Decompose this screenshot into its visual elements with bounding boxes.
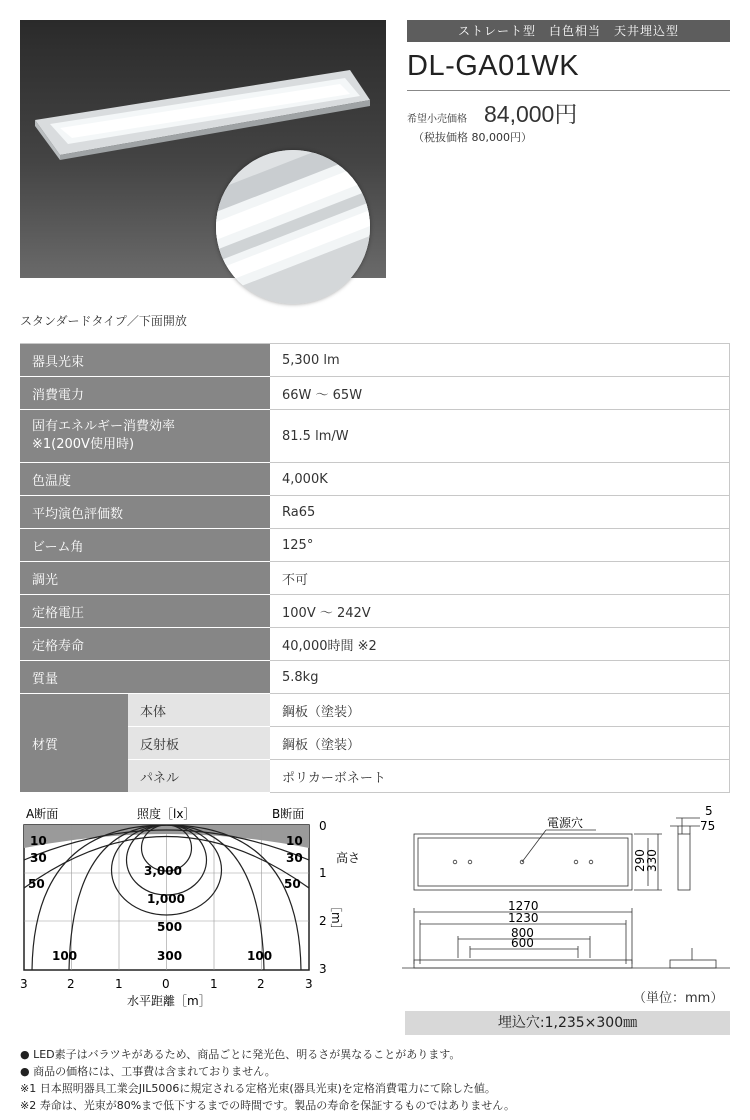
notes: [20, 1046, 515, 1114]
spec-key: ビーム角: [20, 529, 270, 562]
iso-label: 10: [30, 834, 47, 848]
spec-key-line2: ※1(200V使用時): [32, 437, 135, 452]
divider: [407, 90, 730, 91]
spec-row: [20, 529, 730, 562]
dim-330: 330: [645, 849, 659, 872]
iso-label: 30: [286, 851, 303, 865]
height-label: [336, 850, 360, 865]
spec-row: [20, 344, 730, 377]
x-tick: 2: [67, 977, 75, 991]
note-item: ● LED素子はバラツキがあるため、商品ごとに発光色、明るさが異なることがあります。: [20, 1048, 461, 1061]
spec-value: 5,300 lm: [270, 344, 730, 377]
photo-caption: スタンダードタイプ／下面開放: [20, 314, 187, 328]
spec-value: 5.8kg: [270, 661, 730, 694]
illuminance-label: 照度［lx］: [137, 807, 196, 821]
x-tick: 2: [257, 977, 265, 991]
spec-row: [20, 595, 730, 628]
spec-key: 質量: [20, 661, 270, 694]
material-value: ポリカーボネート: [270, 760, 730, 793]
iso-label: 300: [157, 949, 183, 963]
note-item: ※1 日本照明器具工業会JIL5006に規定される定格光束(器具光束)を定格消費電力にて除した値。: [20, 1082, 496, 1095]
x-tick: 1: [115, 977, 123, 991]
spec-value: 81.5 lm/W: [270, 410, 730, 463]
note-item: ※2 寿命は、光束が80%まで低下するまでの時間です。製品の寿命を保証するものではありません。: [20, 1099, 515, 1112]
tax-note: （税抜価格 80,000円）: [413, 131, 532, 144]
dim-290: 290: [633, 849, 647, 872]
dim-1230: 1230: [508, 911, 539, 925]
spec-table: [20, 343, 730, 793]
dim-75: 75: [700, 819, 716, 833]
cutout-size: 埋込穴:1,235×300㎜: [405, 1011, 730, 1035]
spec-value: 100V ～ 242V: [270, 595, 730, 628]
spec-row: [20, 628, 730, 661]
spec-key: 定格電圧: [20, 595, 270, 628]
spec-row-material: [20, 694, 730, 727]
material-part: 反射板: [128, 727, 270, 760]
iso-label: 50: [28, 877, 45, 891]
iso-label: 50: [284, 877, 301, 891]
spec-key: 色温度: [20, 463, 270, 496]
spec-row: [20, 377, 730, 410]
iso-label: 10: [286, 834, 303, 848]
x-tick: 3: [305, 977, 313, 991]
spec-row: [20, 562, 730, 595]
material-part: パネル: [128, 760, 270, 793]
spec-key: 器具光束: [20, 344, 270, 377]
height-unit: ［m］: [329, 900, 343, 936]
dimension-drawing: [400, 800, 740, 985]
iso-label: 30: [30, 851, 47, 865]
y-tick: 2: [319, 914, 327, 928]
spec-row: [20, 410, 730, 463]
price-label: 希望小売価格: [407, 114, 467, 125]
dim-800: 800: [511, 926, 534, 940]
spec-row: [20, 463, 730, 496]
spec-value: 不可: [270, 562, 730, 595]
spec-key: 定格寿命: [20, 628, 270, 661]
iso-label: 500: [157, 920, 183, 934]
note-item: ● 商品の価格には、工事費は含まれておりません。: [20, 1065, 276, 1078]
price: 84,000円: [484, 101, 578, 127]
spec-value: 4,000K: [270, 463, 730, 496]
y-tick: 1: [319, 866, 327, 880]
x-tick: 1: [210, 977, 218, 991]
spec-value: 66W ～ 65W: [270, 377, 730, 410]
unit-note: （単位：mm）: [633, 991, 724, 1006]
material-key: 材質: [20, 694, 128, 793]
spec-value: 40,000時間 ※2: [270, 628, 730, 661]
x-tick: 3: [20, 977, 28, 991]
dim-5: 5: [705, 804, 713, 818]
height-label-text: 高さ: [336, 851, 361, 865]
x-tick: 0: [162, 977, 170, 991]
product-tags: ストレート型 白色相当 天井埋込型: [407, 20, 730, 42]
dim-600: 600: [511, 936, 534, 950]
spec-key: 調光: [20, 562, 270, 595]
iso-label: 1,000: [147, 892, 185, 906]
detail-zoom: [216, 150, 370, 304]
power-hole-label: 電源穴: [547, 816, 584, 830]
spec-key: [20, 410, 270, 463]
b-section-label: B断面: [272, 807, 305, 821]
spec-value: Ra65: [270, 496, 730, 529]
spec-key: 消費電力: [20, 377, 270, 410]
material-part: 本体: [128, 694, 270, 727]
model-number: DL-GA01WK: [407, 50, 580, 82]
spec-row: [20, 496, 730, 529]
iso-label: 3,000: [144, 864, 182, 878]
y-tick: 3: [319, 962, 327, 976]
iso-label: 100: [52, 949, 78, 963]
spec-key-line1: 固有エネルギー消費効率: [32, 419, 176, 434]
a-section-label: A断面: [26, 807, 59, 821]
material-value: 鋼板（塗装）: [270, 727, 730, 760]
spec-value: 125°: [270, 529, 730, 562]
light-distribution-chart: [14, 800, 364, 1010]
spec-key: 平均演色評価数: [20, 496, 270, 529]
dim-1270: 1270: [508, 899, 539, 913]
iso-label: 100: [247, 949, 273, 963]
x-axis-label: 水平距離［m］: [127, 994, 211, 1008]
y-tick: 0: [319, 819, 327, 833]
material-value: 鋼板（塗装）: [270, 694, 730, 727]
spec-row: [20, 661, 730, 694]
